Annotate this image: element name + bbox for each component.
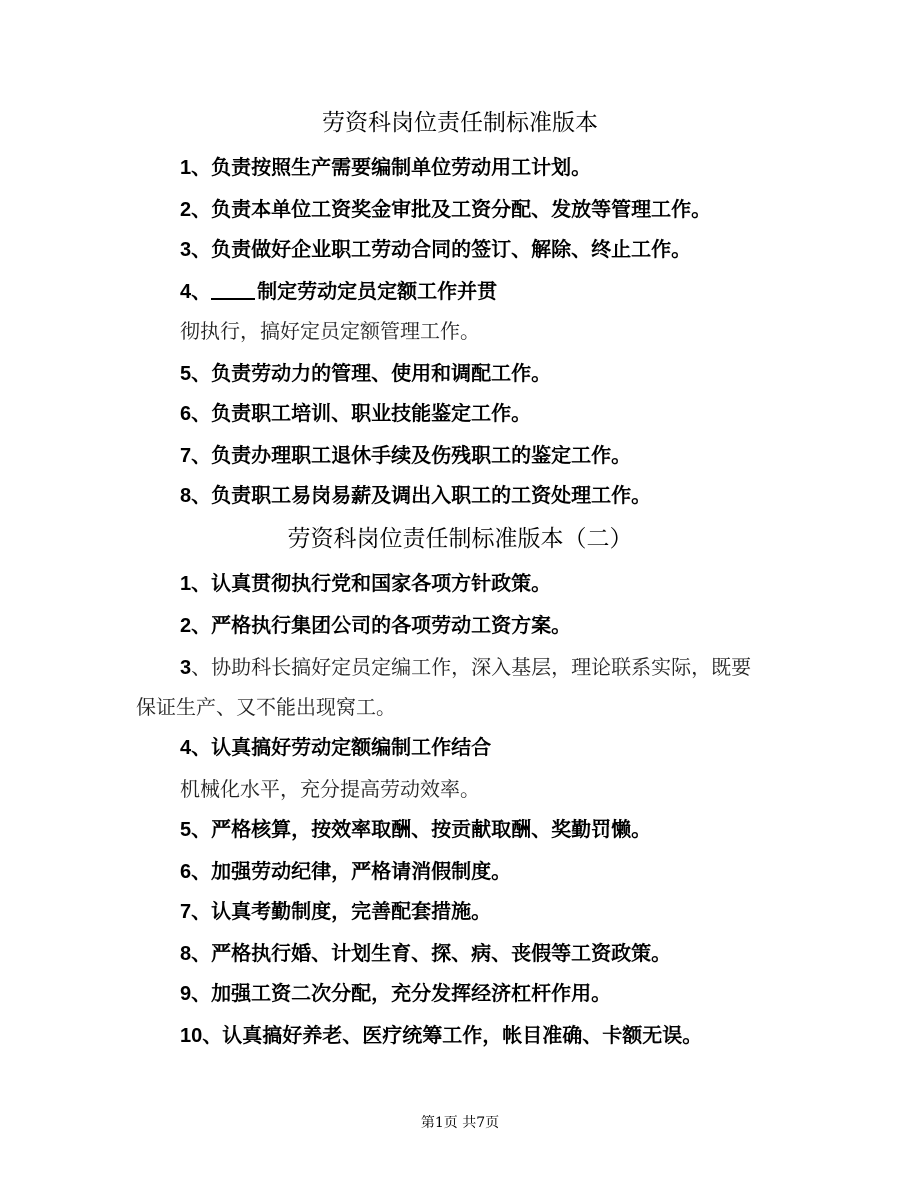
item-separator: 、 (191, 941, 212, 965)
section1-item-6 (180, 400, 531, 427)
item-text: 严格执行婚、计划生育、探、病、丧假等工资政策。 (211, 941, 672, 965)
item-text: 加强劳动纪律，严格请消假制度。 (211, 859, 512, 883)
item-separator: 、 (202, 1023, 223, 1047)
item-separator: 、 (191, 361, 212, 385)
item-number: 5 (180, 363, 192, 385)
item-separator: 、 (191, 155, 212, 179)
item-number: 9 (180, 983, 192, 1005)
section2-item-10 (180, 1022, 702, 1049)
fill-in-blank (211, 278, 255, 300)
section1-title: 劳资科岗位责任制标准版本 (322, 110, 598, 136)
section2-item-4 (180, 734, 491, 761)
section2-item-2 (180, 612, 571, 639)
item-number: 4 (180, 281, 192, 303)
page-number: 第1页 共7页 (420, 1115, 500, 1131)
item-number: 10 (180, 1025, 203, 1047)
section1-item-8 (180, 482, 651, 509)
item-number: 6 (180, 861, 192, 883)
item-number: 3 (180, 657, 192, 679)
item-text: 严格执行集团公司的各项劳动工资方案。 (211, 613, 572, 637)
item-text: 制定劳动定员定额工作并贯 (257, 279, 498, 303)
section1-item-1 (180, 154, 591, 181)
item-number: 6 (180, 403, 192, 425)
item-number: 4 (180, 737, 192, 759)
section1-item-4-continuation: 彻执行，搞好定员定额管理工作。 (180, 319, 480, 343)
section2-item-9 (180, 980, 611, 1007)
item-number: 7 (180, 445, 192, 467)
item-separator: 、 (191, 859, 212, 883)
item-separator: 、 (191, 817, 212, 841)
item-text: 负责职工易岗易薪及调出入职工的工资处理工作。 (211, 483, 652, 507)
item-text: 负责办理职工退休手续及伤残职工的鉴定工作。 (211, 443, 632, 467)
item-text: 认真考勤制度，完善配套措施。 (211, 899, 492, 923)
item-separator: 、 (191, 197, 212, 221)
item-separator: 、 (191, 483, 212, 507)
item-number: 8 (180, 485, 192, 507)
item-text: 协助科长搞好定员定编工作，深入基层，理论联系实际，既要 (211, 655, 752, 679)
section1-item-4 (180, 278, 497, 305)
section2-item-6 (180, 858, 511, 885)
item-separator: 、 (191, 237, 212, 261)
section1-item-5 (180, 360, 551, 387)
item-text: 认真搞好养老、医疗统筹工作，帐目准确、卡额无误。 (222, 1023, 703, 1047)
section2-item-8 (180, 940, 671, 967)
section2-item-7 (180, 898, 491, 925)
section2-item-3 (180, 654, 751, 681)
item-number: 7 (180, 901, 192, 923)
section1-item-3 (180, 236, 691, 263)
item-number: 2 (180, 199, 192, 221)
item-text: 负责按照生产需要编制单位劳动用工计划。 (211, 155, 592, 179)
item-number: 3 (180, 239, 192, 261)
item-separator: 、 (191, 571, 212, 595)
item-number: 5 (180, 819, 192, 841)
section2-item-4-continuation: 机械化水平，充分提高劳动效率。 (180, 777, 480, 801)
section2-title: 劳资科岗位责任制标准版本（二） (287, 526, 633, 552)
item-separator: 、 (191, 655, 212, 679)
item-number: 2 (180, 615, 192, 637)
section2-item-5 (180, 816, 651, 843)
item-separator: 、 (191, 735, 212, 759)
item-separator: 、 (191, 279, 212, 303)
item-text: 负责做好企业职工劳动合同的签订、解除、终止工作。 (211, 237, 692, 261)
item-number: 1 (180, 157, 192, 179)
item-text: 负责劳动力的管理、使用和调配工作。 (211, 361, 552, 385)
item-text: 负责职工培训、职业技能鉴定工作。 (211, 401, 532, 425)
item-separator: 、 (191, 401, 212, 425)
item-separator: 、 (191, 613, 212, 637)
section1-item-2 (180, 196, 711, 223)
item-number: 8 (180, 943, 192, 965)
item-text: 认真搞好劳动定额编制工作结合 (211, 735, 492, 759)
item-separator: 、 (191, 899, 212, 923)
item-text: 严格核算，按效率取酬、按贡献取酬、奖勤罚懒。 (211, 817, 652, 841)
item-text: 负责本单位工资奖金审批及工资分配、发放等管理工作。 (211, 197, 712, 221)
section2-item-1 (180, 570, 551, 597)
section2-item-3-continuation: 保证生产、又不能出现窝工。 (136, 695, 396, 719)
item-separator: 、 (191, 443, 212, 467)
section1-item-7 (180, 442, 631, 469)
item-separator: 、 (191, 981, 212, 1005)
item-text: 加强工资二次分配，充分发挥经济杠杆作用。 (211, 981, 612, 1005)
item-text: 认真贯彻执行党和国家各项方针政策。 (211, 571, 552, 595)
item-number: 1 (180, 573, 192, 595)
